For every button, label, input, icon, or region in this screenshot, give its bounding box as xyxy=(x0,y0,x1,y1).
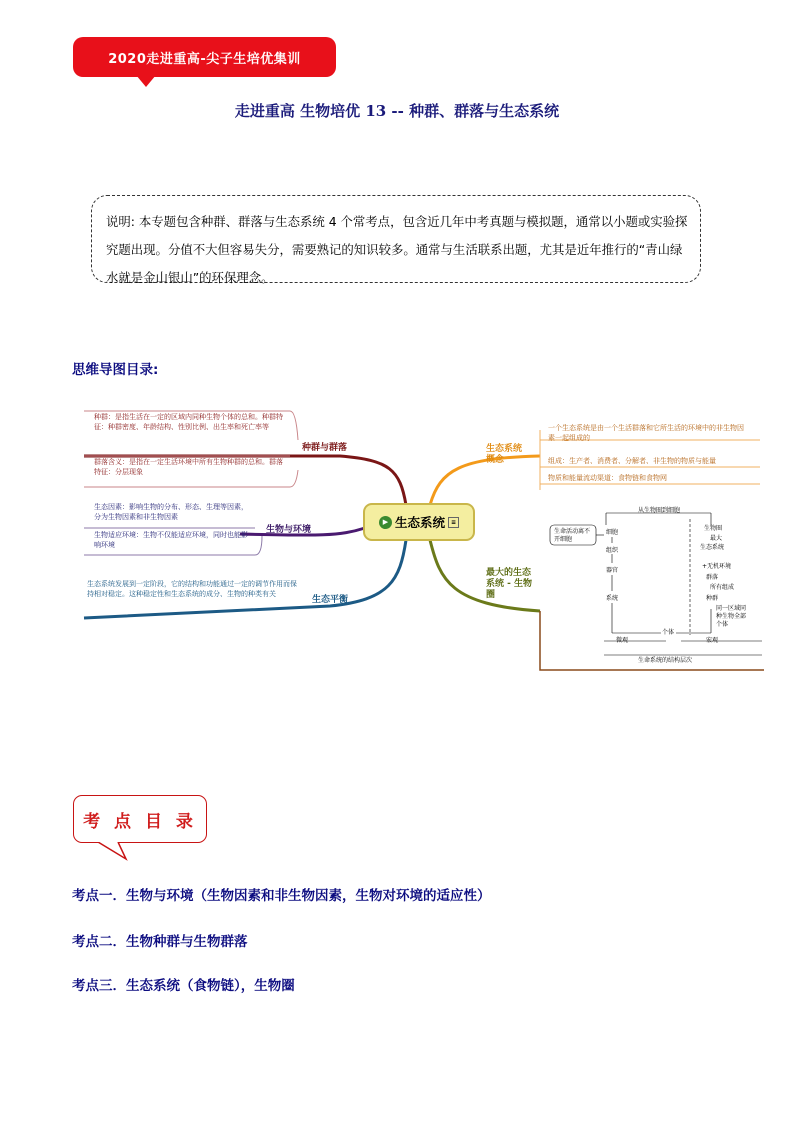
note-text: 说明: 本专题包含种群、群落与生态系统 4 个常考点，包含近几年中考真题与模拟题，通常以小题或实验探究题出现。分值不大但容易失分，需要熟记的知识较多。通常与生活联系出题，尤其是近年推行的“青山绿水就是金山银山”的环保理念。 xyxy=(106,214,688,285)
diagram-ecosystem: 生态系统 xyxy=(700,544,725,551)
diagram-community: 群落 xyxy=(706,574,719,581)
diagram-macro: 宏观 xyxy=(706,637,719,644)
diagram-individual: 个体 xyxy=(662,629,675,636)
kaodian-item-3[interactable]: 考点三．生态系统（食物链），生物圈 xyxy=(72,978,295,994)
diagram-bottom: 生命系统的结构层次 xyxy=(638,657,693,664)
flow-channel: 物质和能量流动渠道：食物链和食物网 xyxy=(548,474,667,482)
play-icon: ▶ xyxy=(379,516,392,529)
diagram-system: 系统 xyxy=(606,595,619,602)
diagram-tissue: 组织 xyxy=(606,547,619,554)
structure-diagram xyxy=(546,505,764,665)
branch-bal-line xyxy=(84,540,406,618)
kaodian-item-2[interactable]: 考点二．生物种群与生物群落 xyxy=(72,934,248,950)
kaodian-box: 考 点 目 录 xyxy=(73,795,207,843)
community-definition: 群落含义：是指在一定生活环境中所有生物种群的总和。群落特征：分层现象 xyxy=(94,458,283,476)
center-node[interactable] xyxy=(363,503,475,541)
branch-bal-label[interactable]: 生态平衡 xyxy=(312,595,349,605)
center-label: 生态系统 xyxy=(394,515,445,530)
note-icon: ≡ xyxy=(448,517,459,528)
diagram-top: 从生物圈到细胞 xyxy=(638,507,681,514)
branch-pop-label[interactable]: 种群与群落 xyxy=(302,443,348,453)
diagram-organ: 器官 xyxy=(606,567,619,574)
diagram-population: 种群 xyxy=(706,595,719,602)
diagram-cell: 细胞 xyxy=(606,529,619,536)
balance-text: 生态系统发展到一定阶段，它的结构和功能通过一定的调节作用而保持相对稳定。这种稳定性和生态系统的成分、生物的种类有关 xyxy=(87,580,297,598)
branch-concept-label[interactable]: 生态系统概念 xyxy=(486,444,523,465)
composition: 组成：生产者、消费者、分解者、非生物的物质与能量 xyxy=(548,457,716,465)
pop-definition: 种群：是指生活在一定的区域内同种生物个体的总和。种群特征：种群密度、年龄结构、性别比例、出生率和死亡率等 xyxy=(94,413,283,431)
kaodian-item-1[interactable]: 考点一．生物与环境（生物因素和非生物因素，生物对环境的适应性） xyxy=(72,888,491,904)
branch-bio-label[interactable]: 最大的生态系统 - 生物圈 xyxy=(486,568,533,600)
diagram-micro: 微观 xyxy=(616,637,629,644)
diagram-biosphere: 生物圈 xyxy=(704,525,723,532)
branch-env-label[interactable]: 生物与环境 xyxy=(266,525,312,535)
mindmap-heading: 思维导图目录: xyxy=(72,362,159,378)
kaodian-tail xyxy=(96,842,130,862)
env-factor: 生态因素：影响生物的分布、形态、生理等因素，分为生物因素和非生物因素 xyxy=(94,503,248,521)
diagram-largest: 最大 xyxy=(710,535,723,542)
diagram-population-def: 同一区域同种生物全部个体 xyxy=(716,605,747,628)
diagram-abiotic: +无机环境 xyxy=(702,563,732,570)
diagram-all-components: 所有组成 xyxy=(710,584,735,591)
env-adapt: 生物适应环境：生物不仅能适应环境，同时也能影响环境 xyxy=(94,531,248,549)
header-banner: 2020走进重高-尖子生培优集训 xyxy=(73,37,336,77)
diagram-life-note: 生命活动离不开细胞 xyxy=(554,528,591,543)
concept-definition: 一个生态系统是由一个生活群落和它所生活的环境中的非生物因素一起组成的 xyxy=(548,424,744,442)
document-title: 走进重高 生物培优 13 -- 种群、群落与生态系统 xyxy=(234,102,560,120)
